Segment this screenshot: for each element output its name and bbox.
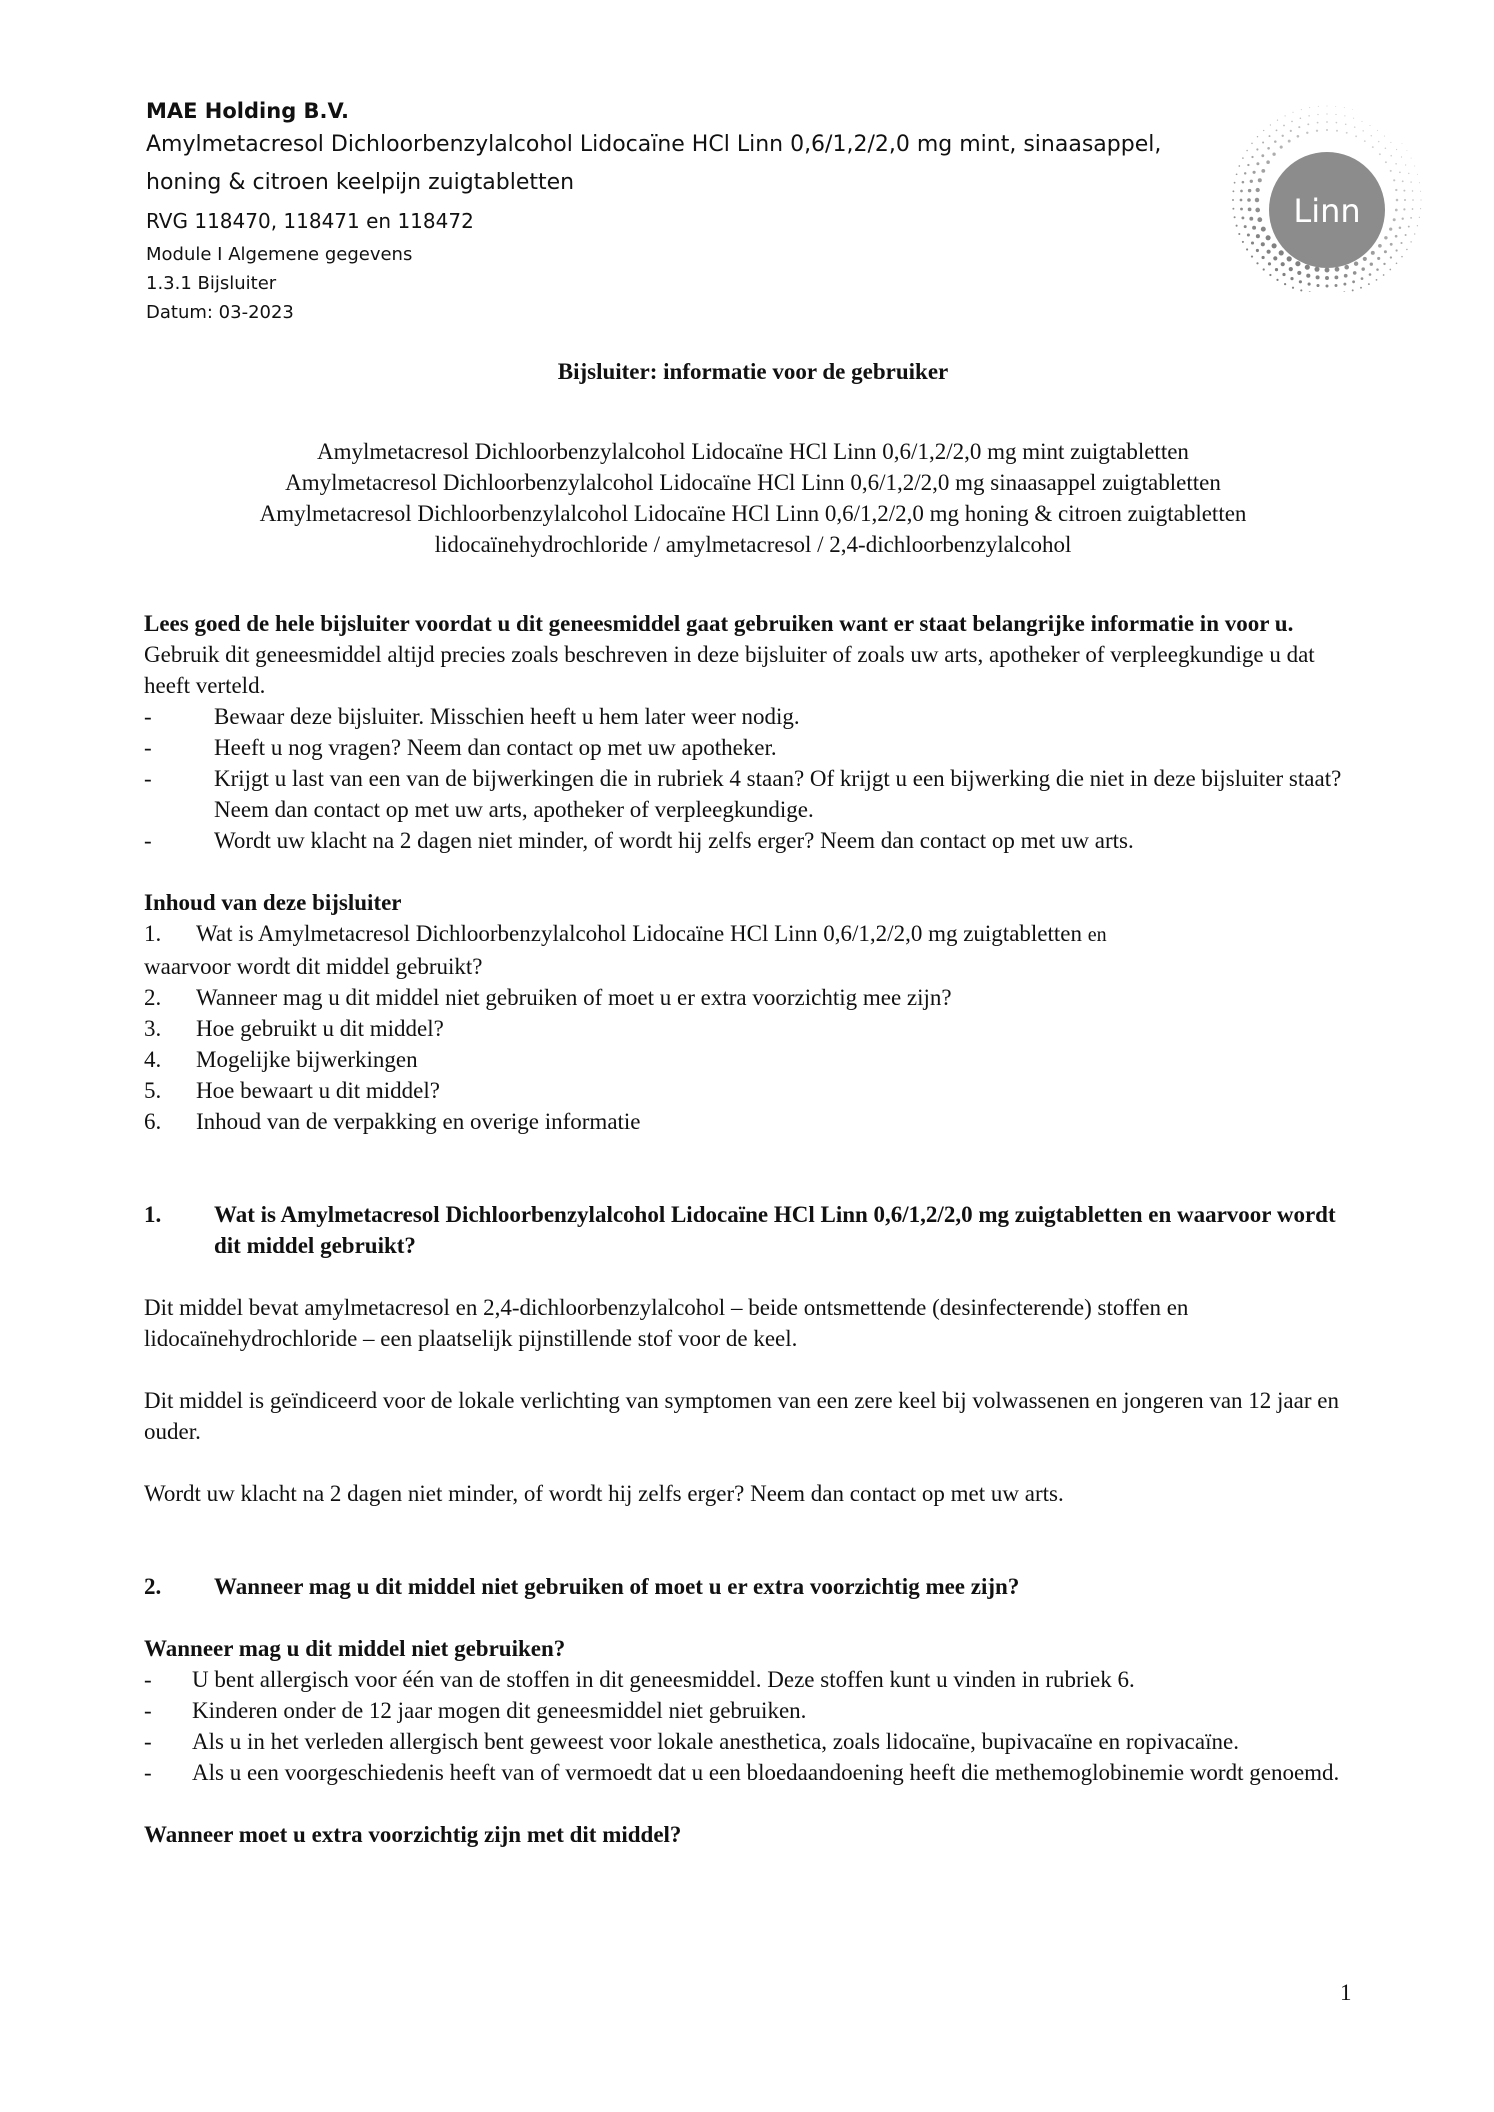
logo-dot [1393,218,1396,221]
section-number: 1. [144,1202,162,1227]
logo-dot [1361,121,1362,122]
logo-dot [1414,233,1415,234]
logo-dot [1401,156,1402,157]
logo-dot [1297,271,1301,275]
logo-dot [1274,140,1277,143]
logo-dot [1244,172,1246,174]
logo-dot [1277,120,1278,121]
header-module: Module I Algemene gegevens [146,244,413,265]
logo-dot [1308,115,1309,116]
logo-dot [1379,153,1381,155]
list-item: - Kinderen onder de 12 jaar mogen dit geneesmiddel niet gebruiken. [144,1695,1362,1726]
logo-dot [1287,256,1292,261]
logo-dot [1402,218,1404,220]
logo-dot [1408,226,1410,228]
section-number: 2. [144,1574,162,1599]
logo-dot [1395,235,1398,238]
logo-dot [1402,180,1404,182]
logo-dot [1385,148,1387,150]
logo-dot [1326,121,1328,123]
product-name-sinaasappel: Amylmetacresol Dichloorbenzylalcohol Lidocaïne HCl Linn 0,6/1,2/2,0 mg sinaasappel zuigtabletten [285,470,1221,495]
logo-dot [1276,129,1278,131]
logo-dot [1269,274,1271,276]
logo-dot [1385,161,1387,163]
logo-dot [1376,268,1379,271]
logo-dot [1417,174,1418,175]
logo-dot [1362,130,1363,131]
logo-dot [1390,256,1392,258]
logo-dot [1263,130,1264,131]
logo-dot [1377,130,1378,131]
logo-dot [1306,274,1310,278]
logo-dot [1251,256,1253,258]
logo-dot [1396,263,1398,265]
logo-dot [1396,199,1399,202]
logo-dot [1306,132,1308,134]
logo-dot [1236,173,1238,175]
logo-dot [1314,267,1319,272]
logo-dot [1361,277,1364,280]
logo-dot [1405,164,1406,165]
logo-dot [1384,250,1387,253]
list-item: - Wordt uw klacht na 2 dagen niet minder, of wordt hij zelfs erger? Neem dan contact op met uw arts. [144,825,1362,856]
logo-dot [1419,182,1420,183]
logo-dot [1257,217,1262,222]
logo-dot [1268,262,1271,265]
logo-dot [1232,199,1234,201]
logo-dot [1368,283,1370,285]
logo-dot [1240,199,1243,202]
logo-dot [1291,121,1293,123]
logo-dot [1317,122,1319,124]
logo-dot [1273,256,1277,260]
logo-dot [1334,275,1338,279]
logo-dot [1402,143,1403,144]
logo-dot [1279,250,1284,255]
logo-dot [1285,115,1286,116]
logo-dot [1335,106,1336,107]
logo-dot [1301,109,1302,110]
toc-num: 6. [144,1109,162,1134]
logo-dot [1411,158,1412,159]
logo-dot [1371,251,1375,255]
logo-dot [1258,178,1262,182]
logo-dot [1283,125,1285,127]
logo-dot [1363,257,1367,261]
list-item: - Krijgt u last van een van de bijwerkingen die in rubriek 4 staan? Of krijgt u een bijwerking die niet in deze bijsluiter staat? Neem dan contact op met uw arts, apotheker of verpleegkundige. [144,763,1362,825]
logo-dot [1261,227,1266,232]
toc-num: 4. [144,1047,162,1072]
logo-dot [1267,147,1270,150]
logo-dot [1412,190,1413,191]
logo-dot [1372,146,1374,148]
logo-dot [1361,267,1364,270]
logo-dot [1335,267,1340,272]
logo-dot [1247,198,1251,202]
logo-dot [1327,106,1328,107]
logo-dot [1317,114,1318,115]
logo-dot [1242,241,1244,243]
list-item: - U bent allergisch voor één van de stoffen in dit geneesmiddel. Deze stoffen kunt u vinden in rubriek 6. [144,1664,1362,1695]
logo-dot [1236,225,1238,227]
logo-dot [1318,106,1319,107]
logo-dot [1288,140,1291,143]
logo-dot [1383,263,1385,265]
toc-num: 3. [144,1016,162,1041]
logo-dot [1261,169,1265,173]
toc-item [144,1044,1362,1075]
logo-dot [1420,191,1421,192]
toc-item [144,1106,1362,1137]
section-title: Wanneer mag u dit middel niet gebruiken of moet u er extra voorzichtig mee zijn? [214,1574,1020,1599]
logo-dot [1281,262,1285,266]
logo-dot [1419,217,1420,218]
logo-dot [1299,280,1302,283]
logo-dot [1248,208,1252,212]
logo-dot [1290,130,1292,132]
active-substances: lidocaïnehydrochloride / amylmetacresol / 2,4-dichloorbenzylalcohol [434,532,1072,557]
section-1-paragraph: Wordt uw klacht na 2 dagen niet minder, of wordt hij zelfs erger? Neem dan contact op met uw arts. [144,1481,1064,1506]
logo-dot [1232,208,1234,210]
logo-dot [1325,268,1330,273]
logo-dot [1336,130,1338,132]
logo-dot [1417,225,1418,226]
logo-dot [1270,124,1271,125]
toc-text-small: en [1087,924,1107,946]
toc-text-continued: waarvoor wordt dit middel gebruikt? [144,954,483,979]
logo-dot [1240,190,1243,193]
header-section: 1.3.1 Bijsluiter [146,273,277,294]
logo-dot [1251,143,1252,144]
logo-dot [1290,277,1293,280]
toc-text: Hoe bewaart u dit middel? [196,1078,440,1103]
document-header [146,96,1246,327]
logo-dot [1370,263,1373,266]
intro-bold: Lees goed de hele bijsluiter voordat u dit geneesmiddel gaat gebruiken want er staat belangrijke informatie in voor u. [144,611,1294,636]
logo-dot [1410,241,1411,242]
table-of-contents [144,918,1362,1137]
logo-dot [1276,279,1278,281]
logo-dot [1308,283,1311,286]
document-body [144,356,1362,1850]
logo-dot [1395,189,1397,191]
logo-dot [1412,208,1414,210]
logo-dot [1399,171,1401,173]
logo-dot [1376,279,1378,281]
toc-item [144,982,1362,1013]
logo-dot [1408,173,1409,174]
logo-dot [1253,171,1256,174]
logo-dot [1360,287,1362,289]
logo-dot [1399,226,1402,229]
logo-dot [1298,126,1300,128]
subheading-caution: Wanneer moet u extra voorzichtig zijn met dit middel? [144,1822,682,1847]
logo-dot [1292,287,1294,289]
logo-dot [1262,141,1264,143]
logo-dot [1250,180,1253,183]
logo-dot [1393,179,1395,181]
logo-dot [1249,217,1253,221]
logo-dot [1405,234,1407,236]
logo-dot [1369,273,1372,276]
logo-dot [1352,109,1353,110]
list-item: - Heeft u nog vragen? Neem dan contact op met uw apotheker. [144,732,1362,763]
toc-num: 2. [144,985,162,1010]
logo-dot [1256,162,1259,165]
logo-dot [1345,124,1347,126]
product-name-honing-citroen: Amylmetacresol Dichloorbenzylalcohol Lidocaïne HCl Linn 0,6/1,2/2,0 mg honing & citroen zuigtabletten [259,501,1247,526]
toc-text: Mogelijke bijwerkingen [196,1047,418,1072]
logo-dot [1389,227,1392,230]
header-title-line1: Amylmetacresol Dichloorbenzylalcohol Lidocaïne HCl Linn 0,6/1,2/2,0 mg mint, sinaasappel, [146,132,1162,157]
logo-dot [1389,269,1391,271]
logo-dot [1353,118,1354,119]
logo-dot [1255,208,1260,213]
section-title: Wat is Amylmetacresol Dichloorbenzylalcohol Lidocaïne HCl Linn 0,6/1,2/2,0 mg zuigtabletten en waarvoor wordt dit middel gebruikt? [214,1202,1336,1258]
logo-dot [1266,235,1271,240]
logo-dot [1383,274,1385,276]
logo-dot [1305,265,1310,270]
intro-bullets [144,701,1362,856]
header-title-line2: honing & citroen keelpijn zuigtabletten [146,170,575,195]
toc-item [144,918,1362,982]
logo-dot [1401,256,1403,258]
logo-dot [1335,284,1338,287]
logo-dot [1242,181,1245,184]
list-item: - Als u een voorgeschiedenis heeft van of vermoedt dat u een bloedaandoening heeft die methemoglobinemie wordt genoemd. [144,1757,1362,1788]
logo-dot [1378,141,1379,142]
logo-dot [1289,267,1293,271]
toc-text: Inhoud van de verpakking en overige informatie [196,1109,641,1134]
logo-dot [1404,199,1406,201]
logo-dot [1295,261,1300,266]
logo-dot [1412,199,1414,201]
logo-dot [1297,135,1300,138]
toc-text: Wat is Amylmetacresol Dichloorbenzylalcohol Lidocaïne HCl Linn 0,6/1,2/2,0 mg zuigtabletten [196,921,1082,946]
header-rvg: RVG 118470, 118471 en 118472 [146,209,474,233]
logo-dot [1246,150,1248,152]
logo-dot [1309,291,1311,292]
logo-dot [1238,165,1240,167]
logo-dot [1336,122,1338,124]
logo-dot [1410,181,1411,182]
logo-dot [1246,248,1248,250]
section-2-heading [144,1571,1362,1602]
logo-dot [1406,249,1407,250]
logo-dot [1241,216,1244,219]
toc-num: 1. [144,921,162,946]
logo-dot [1256,148,1258,150]
logo-dot [1390,170,1392,172]
logo-dot [1344,107,1345,108]
logo-dot [1325,276,1329,280]
logo-dot [1403,208,1405,210]
logo-dot [1266,160,1270,164]
logo-dot [1257,136,1258,137]
logo-dot [1355,135,1357,137]
logo-dot [1242,157,1244,159]
logo-dot [1353,271,1357,275]
logo-dot [1307,123,1309,125]
logo-dot [1316,130,1318,132]
logo-text: Linn [1293,192,1361,230]
toc-item [144,1013,1362,1044]
logo-dot [1244,225,1247,228]
logo-dot [1390,155,1392,157]
logo-dot [1275,268,1278,271]
product-names [144,436,1362,560]
intro-block [144,608,1362,856]
logo-dot [1352,289,1354,291]
list-item: - Bewaar deze bijsluiter. Misschien heeft u hem later weer nodig. [144,701,1362,732]
toc-num: 5. [144,1078,162,1103]
logo-dot [1269,135,1271,137]
logo-dot [1400,242,1402,244]
logo-dot [1377,257,1380,260]
logo-dot [1344,274,1348,278]
logo-dot [1335,114,1336,115]
logo-dot [1390,142,1391,143]
logo-dot [1248,189,1251,192]
logo-dot [1369,125,1370,126]
logo-dot [1384,236,1387,239]
logo-dot [1256,188,1260,192]
logo-dot [1238,233,1240,235]
logo-dot [1300,289,1302,291]
logo-dot [1395,209,1398,212]
logo-dot [1406,150,1407,151]
logo-dot [1354,126,1356,128]
logo-dot [1390,243,1393,246]
logo-dot [1346,132,1348,134]
logo-dot [1364,140,1366,142]
toc-text: Wanneer mag u dit middel niet gebruiken of moet u er extra voorzichtig mee zijn? [196,985,952,1010]
logo-dot [1232,190,1234,192]
logo-dot [1326,129,1328,131]
logo-dot [1343,291,1345,292]
logo-dot [1256,234,1260,238]
logo-dot [1292,112,1293,113]
logo-dot [1256,262,1258,264]
logo-dot [1261,242,1265,246]
toc-text: Hoe gebruikt u dit middel? [196,1016,444,1041]
logo-dot [1395,163,1397,165]
logo-dot [1280,146,1283,149]
logo-dot [1378,244,1382,248]
linn-logo [1222,82,1432,292]
logo-dot [1344,115,1345,116]
logo-dot [1234,182,1236,184]
logo-dot [1420,208,1421,209]
logo-dot [1354,262,1358,266]
logo-dot [1252,226,1256,230]
document-title: Bijsluiter: informatie voor de gebruiker [557,359,949,384]
logo-dot [1403,190,1405,192]
logo-dot [1410,217,1412,219]
logo-dot [1247,233,1250,236]
logo-dot [1256,249,1259,252]
logo-dot [1344,265,1349,270]
logo-dot [1316,284,1319,287]
logo-dot [1272,153,1275,156]
logo-dot [1316,275,1320,279]
toc-title: Inhoud van deze bijsluiter [144,890,402,915]
logo-dot [1282,273,1285,276]
logo-dot [1262,256,1265,259]
header-date: Datum: 03-2023 [146,302,294,323]
logo-dot [1263,268,1265,270]
logo-dot [1326,113,1327,114]
logo-dot [1251,156,1253,158]
logo-dot [1247,164,1249,166]
logo-dot [1343,283,1346,286]
section-1-paragraph: Dit middel bevat amylmetacresol en 2,4-dichloorbenzylalcohol – beide ontsmettende (desinfecterende) stoffen en lidocaïnehydrochloride – een plaatselijk pijnstillende stof voor de keel. [144,1295,1189,1351]
subheading-not-use: Wanneer mag u dit middel niet gebruiken? [144,1636,566,1661]
logo-dot [1272,243,1277,248]
logo-dot [1384,136,1385,137]
logo-dot [1420,199,1421,200]
logo-dot [1300,117,1302,119]
logo-dot [1261,154,1264,157]
section-1-paragraph: Dit middel is geïndiceerd voor de lokale verlichting van symptomen van een zere keel bij volwassenen en jongeren van 12 jaar en ouder. [144,1388,1339,1444]
logo-dot [1396,249,1398,251]
section-1-heading [144,1199,1362,1261]
contraindication-list [144,1664,1362,1788]
logo-dot [1371,135,1372,136]
intro-text: Gebruik dit geneesmiddel altijd precies zoals beschreven in deze bijsluiter of zoals uw arts, apotheker of verpleegkundige u dat heeft verteld. [144,642,1315,698]
list-item: - Als u in het verleden allergisch bent geweest voor lokale anesthetica, zoals lidocaïne, bupivacaïne en ropivacaïne. [144,1726,1362,1757]
logo-dot [1255,198,1259,202]
logo-dot [1309,107,1310,108]
logo-dot [1234,216,1236,218]
logo-dot [1352,280,1355,283]
company-name: MAE Holding B.V. [146,99,350,123]
logo-dot [1325,284,1328,287]
toc-item [144,1075,1362,1106]
logo-dot [1251,241,1254,244]
logo-dot [1414,166,1415,167]
logo-dot [1240,208,1243,211]
logo-dot [1282,135,1284,137]
product-name-mint: Amylmetacresol Dichloorbenzylalcohol Lidocaïne HCl Linn 0,6/1,2/2,0 mg mint zuigtabletten [317,439,1189,464]
logo-dot [1267,250,1271,254]
logo-dot [1284,283,1286,285]
page-number: 1 [1340,1980,1352,2005]
logo-dot [1396,149,1397,150]
